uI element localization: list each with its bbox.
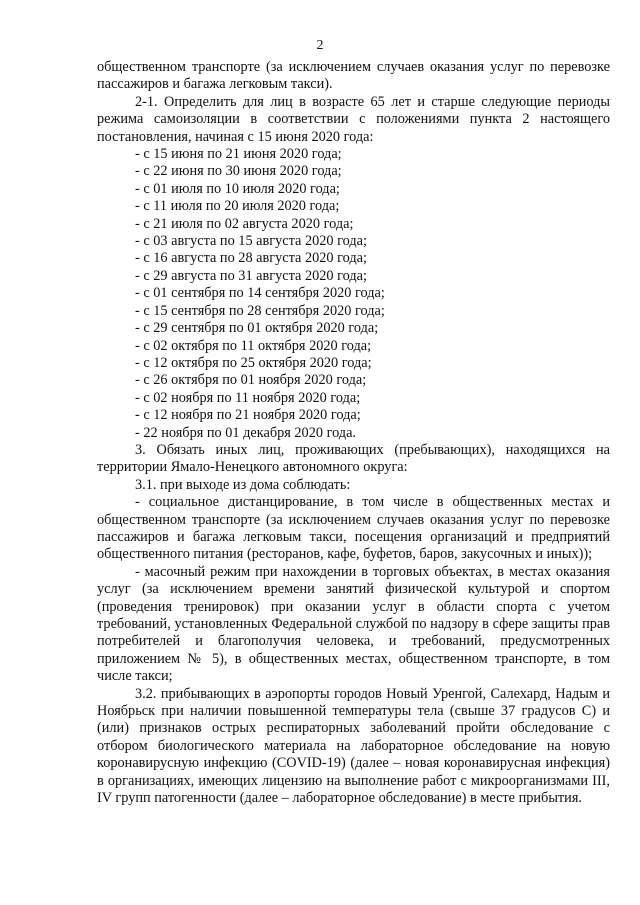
list-item: - с 29 августа по 31 августа 2020 года; (135, 267, 367, 284)
list-item: - с 21 июля по 02 августа 2020 года; (135, 215, 354, 232)
list-item: - с 01 сентября по 14 сентября 2020 года; (135, 285, 385, 302)
list-item: - с 26 октября по 01 ноября 2020 года; (135, 372, 367, 389)
list-item: - с 12 октября по 25 октября 2020 года; (135, 354, 372, 371)
paragraph-3-1-mask-regime: - масочный режим при нахождении в торговых объектах, в местах оказания услуг (за исключением времени занятий физической культурой и спортом (проведения тренировок) при оказании услуг в области спорта с учетом требований, установленных Федеральной службой по надзору в сфере защиты прав потребителей и благополучия человека, и требований, предусмотренных приложением № 5), в общественных местах, общественном транспорте, в том числе такси; (97, 563, 610, 685)
list-item: - с 02 октября по 11 октября 2020 года; (135, 337, 372, 354)
paragraph-2-1: 2-1. Определить для лиц в возрасте 65 лет и старше следующие периоды режима самоизоляции в соответствии с положениями пункта 2 настоящего постановления, начиная с 15 июня 2020 года: (97, 93, 610, 145)
paragraph-continuation: общественном транспорте (за исключением случаев оказания услуг по перевозке пассажиров и багажа легковым такси). (97, 59, 610, 93)
list-item: - с 01 июля по 10 июля 2020 года; (135, 180, 340, 197)
list-item: - с 11 июля по 20 июля 2020 года; (135, 198, 340, 215)
list-item: - с 29 сентября по 01 октября 2020 года; (135, 320, 379, 337)
paragraph-3: 3. Обязать иных лиц, проживающих (пребывающих), находящихся на территории Ямало-Ненецкого автономного округа: (97, 441, 610, 476)
list-item: - с 02 ноября по 11 ноября 2020 года; (135, 389, 361, 406)
list-item: - с 03 августа по 15 августа 2020 года; (135, 233, 367, 250)
paragraph-3-1-distancing: - социальное дистанцирование, в том числе в общественных местах и общественном транспорте (за исключением случаев оказания услуг по перевозке пассажиров и багажа легковым такси, посещения организаций и предприятий общественного питания (ресторанов, кафе, буфетов, баров, закусочных и иных)); (97, 494, 610, 563)
paragraph-3-2: 3.2. прибывающих в аэропорты городов Новый Уренгой, Салехард, Надым и Ноябрьск при наличии повышенной температуры тела (свыше 37 градусов С) и (или) признаков острых респираторных заболеваний пройти обследование с отбором биологического материала на лабораторное обследование на новую коронавирусную инфекцию (COVID-19) (далее – новая коронавирусная инфекция) в организациях, имеющих лицензию на выполнение работ с микроорганизмами III, IV групп патогенности (далее – лабораторное обследование) в месте прибытия. (97, 685, 610, 807)
list-item: - с 15 июня по 21 июня 2020 года; (135, 146, 342, 163)
list-item: - 22 ноября по 01 декабря 2020 года. (135, 424, 357, 441)
page-number: 2 (316, 38, 324, 53)
self-isolation-periods-list (97, 146, 610, 442)
list-item: - с 16 августа по 28 августа 2020 года; (135, 250, 367, 267)
paragraph-3-1: 3.1. при выходе из дома соблюдать: (135, 476, 351, 493)
list-item: - с 15 сентября по 28 сентября 2020 года; (135, 302, 385, 319)
document-body (97, 59, 610, 807)
list-item: - с 12 ноября по 21 ноября 2020 года; (135, 407, 361, 424)
list-item: - с 22 июня по 30 июня 2020 года; (135, 163, 342, 180)
